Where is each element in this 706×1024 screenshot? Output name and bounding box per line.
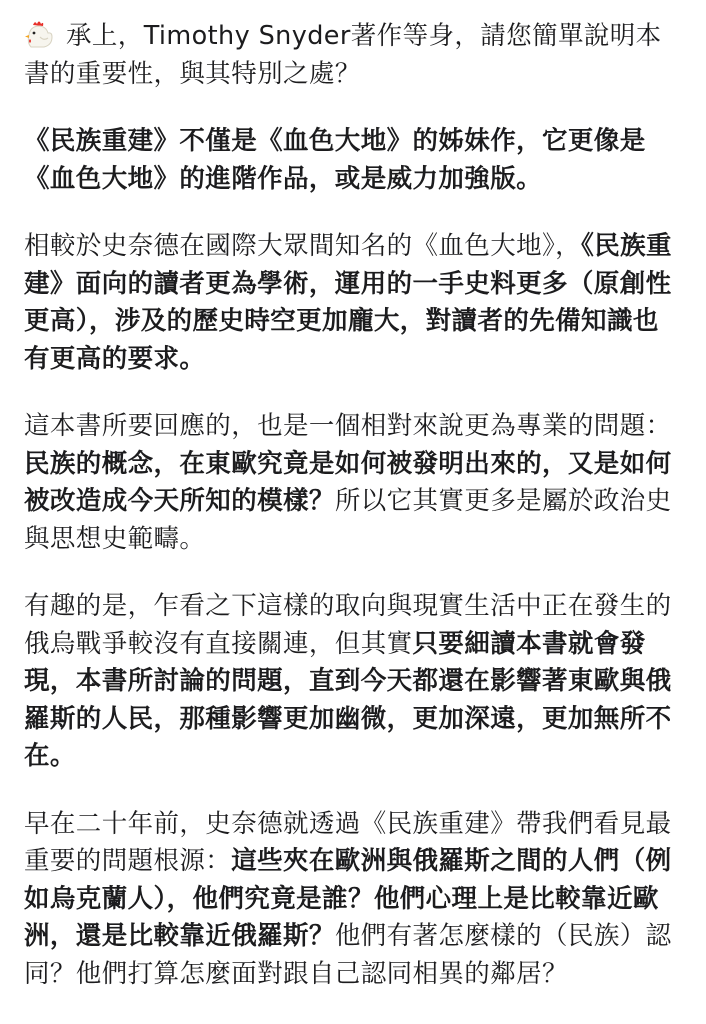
bold-text-segment: 只要細讀本書就會發現，本書所討論的問題，直到今天都還在影響著東歐與俄羅斯的人民，那種影響更加幽微，更加深遠，更加無所不在。	[24, 628, 672, 771]
bold-text-segment: 《民族重建》面向的讀者更為學術，運用的一手史料更多（原創性更高），涉及的歷史時空更加龐大，對讀者的先備知識也有更高的要求。	[24, 231, 672, 374]
bold-text-segment: 這些夾在歐洲與俄羅斯之間的人們（例如烏克蘭人），他們究竟是誰？他們心理上是比較靠近歐洲，還是比較靠近俄羅斯？	[24, 846, 672, 951]
bold-text-segment: 民族的概念，在東歐究竟是如何被發明出來的，又是如何被改造成今天所知的模樣？	[24, 448, 672, 516]
text-segment: 相較於史奈德在國際大眾間知名的《血色大地》，	[24, 231, 582, 261]
post-paragraph	[24, 806, 680, 994]
text-segment: 早在二十年前，史奈德就透過《民族重建》帶我們看見最重要的問題根源：	[24, 808, 672, 876]
text-segment: 他們有著怎麼樣的（民族）認同？他們打算怎麼面對跟自己認同相異的鄰居？	[24, 921, 672, 989]
chicken-emoji-icon	[24, 19, 54, 49]
text-segment: 所以它其實更多是屬於政治史與思想史範疇。	[24, 486, 672, 554]
post-paragraph	[24, 588, 680, 776]
post-paragraph	[24, 123, 680, 198]
text-segment: 有趣的是，乍看之下這樣的取向與現實生活中正在發生的俄烏戰爭較沒有直接關連，但其實	[24, 591, 672, 659]
post-paragraph	[24, 408, 680, 558]
text-segment: 這本書所要回應的，也是一個相對來說更為專業的問題：	[24, 411, 672, 441]
text-segment: 承上，Timothy Snyder著作等身，請您簡單說明本書的重要性，與其特別之處？	[24, 21, 662, 89]
post-paragraph	[24, 18, 680, 93]
bold-text-segment: 《民族重建》不僅是《血色大地》的姊妹作，它更像是《血色大地》的進階作品，或是威力加強版。	[24, 126, 646, 194]
post-paragraph	[24, 228, 680, 378]
